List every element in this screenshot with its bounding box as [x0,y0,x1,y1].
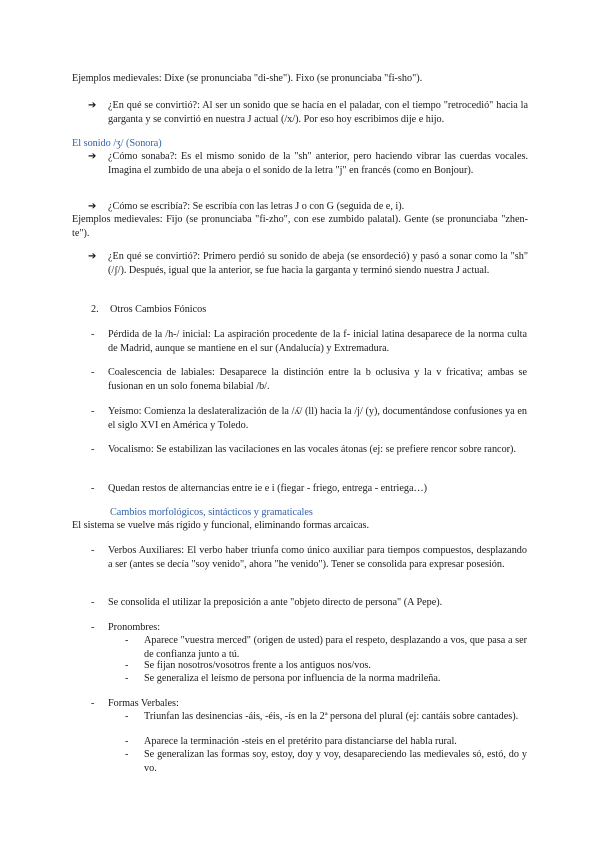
list-item: - Coalescencia de labiales: Desaparece la distinción entre la b oclusiva y la v fricativa; ambas se fusionan en un solo fonema bilabial /b/. [91,367,527,392]
heading-sonido-sonora: El sonido /ʒ/ (Sonora) [72,138,162,149]
list-item-formas-verbales: - Formas Verbales: [91,698,179,709]
arrow-icon: ➔ [88,100,97,111]
list-item: - Pérdida de la /h-/ inicial: La aspiración procedente de la f- inicial latina desaparece de la norma culta de Madrid, aunque se mantiene en el sur (Andalucía) y Extremadura. [91,329,527,354]
bullet-text: ¿En qué se convirtió?: Primero perdió su sonido de abeja (se ensordeció) y pasó a sonar como la "sh" (/ʃ/). Después, igual que la anterior, se fue hacia la garganta y terminó siendo nuestra J actual. [108,251,528,276]
sub-list-item: - Se generaliza el leísmo de persona por influencia de la norma madrileña. [125,673,441,684]
sub-list-item: - Aparece "vuestra merced" (origen de usted) para el respeto, desplazando a vos, que pasa a ser de confianza junto a tú. [125,635,527,660]
sub-list-item: - Se generalizan las formas soy, estoy, doy y voy, desapareciendo las medievales só, estó, do y vo. [125,749,527,774]
bullet-en-que-se-convirtio-1 [88,99,528,126]
section-title-otros-cambios: Otros Cambios Fónicos [110,304,207,315]
ejemplos-dixe: Ejemplos medievales: Dixe (se pronunciaba "di-she"). Fixo (se pronunciaba "fi-sho"). [72,73,423,84]
bullet-como-sonaba [88,150,528,177]
sub-list-item: - Se fijan nosotros/vosotros frente a los antiguos nos/vos. [125,660,371,671]
bullet-text: ¿Cómo sonaba?: Es el mismo sonido de la "sh" anterior, pero haciendo vibrar las cuerdas vocales. Imagina el zumbido de una abeja o el sonido de la letra "j" en francés (como en Bonjour). [108,151,528,176]
sub-list-item: - Aparece la terminación -steis en el pretérito para distanciarse del habla rural. [125,736,457,747]
list-item-preposicion: - Se consolida el utilizar la preposición a ante "objeto directo de persona" (A Pepe). [91,597,443,608]
list-item: - Vocalismo: Se estabilizan las vacilaciones en las vocales átonas (ej: se prefiere rencor sobre rancor). [91,444,516,455]
list-item: - Quedan restos de alternancias entre ie e i (fiegar - friego, entrega - entriega…) [91,483,428,494]
sub-list-item: - Triunfan las desinencias -áis, -éis, -ís en la 2ª persona del plural (ej: cantáis sobre cantades). [125,711,519,722]
list-item: - Yeísmo: Comienza la deslateralización de la /ʎ/ (ll) hacia la /j/ (y), documentándose confusiones ya en el siglo XVI en América y Toledo. [91,406,527,431]
heading-cambios-morfologicos: Cambios morfológicos, sintácticos y gramaticales [110,507,313,518]
arrow-icon: ➔ [88,151,97,162]
list-item-verbos-auxiliares: - Verbos Auxiliares: El verbo haber triunfa como único auxiliar para tiempos compuestos, desplazando a ser (antes se decía "soy venido", ahora "he venido"). Tener se consolida para expresar posesión. [91,545,527,570]
section-number: 2. [91,304,99,315]
bullet-text: ¿Cómo se escribía?: Se escribía con las letras J o con G (seguida de e, i). [108,201,405,212]
intro-sistema: El sistema se vuelve más rígido y funcional, eliminando formas arcaicas. [72,520,370,531]
ejemplos-fijo: Ejemplos medievales: Fijo (se pronunciaba "fi-zho", con ese zumbido palatal). Gente (se pronunciaba "zhen-te"). [72,214,528,239]
list-item-pronombres: - Pronombres: [91,622,161,633]
arrow-icon: ➔ [88,201,97,212]
bullet-text: ¿En qué se convirtió?: Al ser un sonido que se hacía en el paladar, con el tiempo "retrocedió" hacia la garganta y se convirtió en nuestra J actual (/x/). Por eso hoy escribimos dije e hijo. [108,100,528,125]
arrow-icon: ➔ [88,251,97,262]
bullet-como-se-escribia [88,200,528,214]
bullet-en-que-se-convirtio-2 [88,250,528,277]
